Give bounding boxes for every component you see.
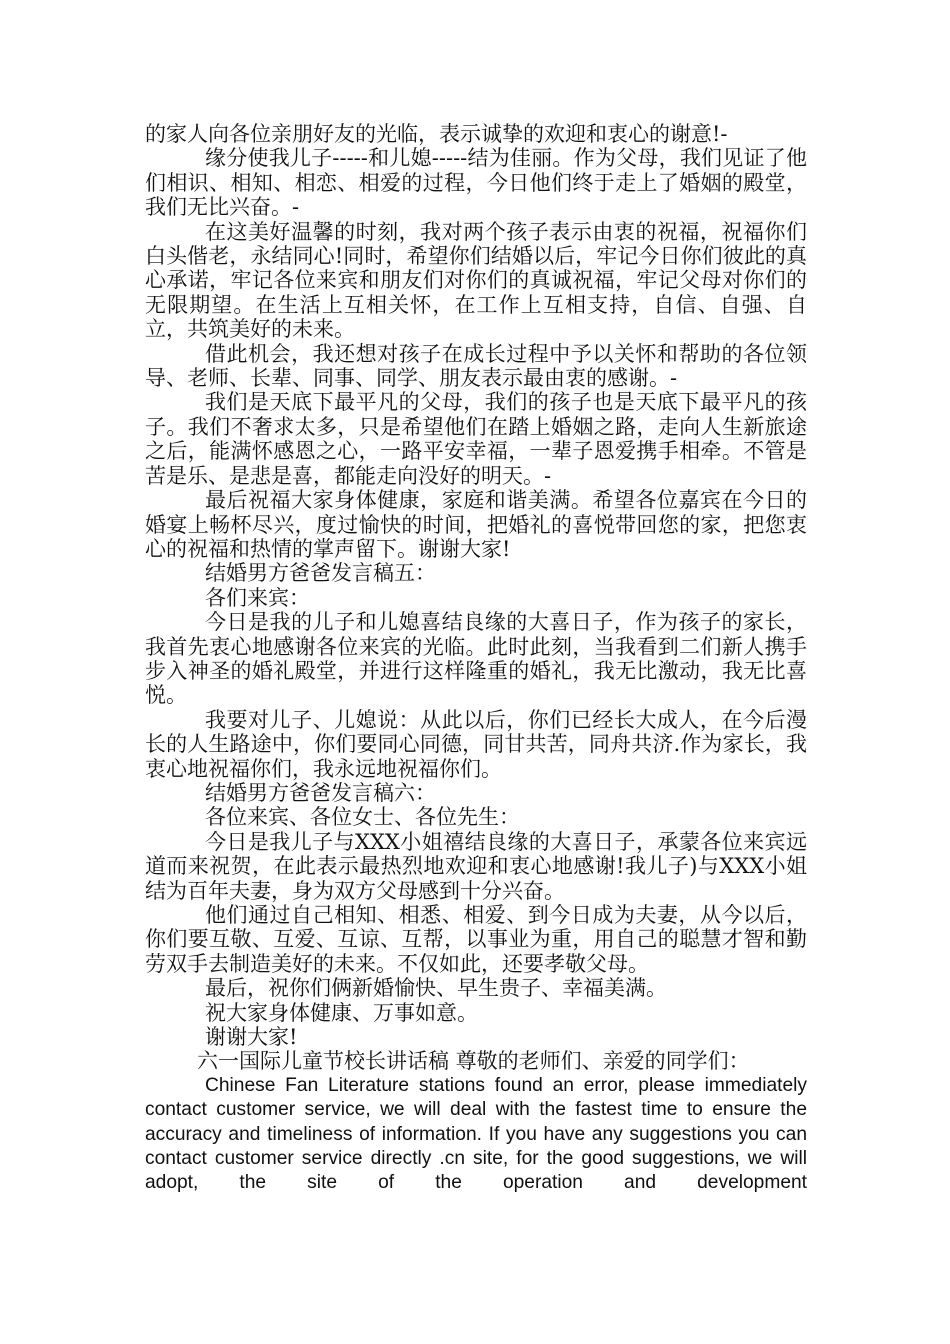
paragraph-10: 他们通过自己相知、相悉、相爱、到今日成为夫妻，从今以后，你们要互敬、互爱、互谅、互帮，以事业为重，用自己的聪慧才智和勤劳双手去制造美好的未来。不仅如此，还要孝敬父母。 xyxy=(145,903,807,976)
paragraph-6: 最后祝福大家身体健康，家庭和谐美满。希望各位嘉宾在今日的婚宴上畅杯尽兴，度过愉快的时间，把婚礼的喜悦带回您的家，把您衷心的祝福和热情的掌声留下。谢谢大家! xyxy=(145,488,807,561)
paragraph-9: 今日是我儿子与XXX小姐禧结良缘的大喜日子，承蒙各位来宾远道而来祝贺，在此表示最热烈地欢迎和衷心地感谢!我儿子)与XXX小姐结为百年夫妻，身为双方父母感到十分兴奋。 xyxy=(145,829,807,903)
salutation-five: 各们来宾： xyxy=(205,585,310,610)
paragraph-8: 我要对儿子、儿媳说：从此以后，你们已经长大成人，在今后漫长的人生路途中，你们要同心同德，同甘共苦，同舟共济.作为家长，我衷心地祝福你们，我永远地祝福你们。 xyxy=(145,707,807,781)
paragraph-3: 在这美好温馨的时刻，我对两个孩子表示由衷的祝福，祝福你们白头偕老，永结同心!同时，希望你们结婚以后，牢记今日你们彼此的真心承诺，牢记各位来宾和朋友们对你们的真诚祝福，牢记父母对你们的无限期望。在生活上互相关怀，在工作上互相支持，自信、自强、自立，共筑美好的未来。 xyxy=(145,219,807,342)
paragraph-12: 祝大家身体健康、万事如意。 xyxy=(205,1000,478,1025)
paragraph-4: 借此机会，我还想对孩子在成长过程中予以关怀和帮助的各位领导、老师、长辈、同事、同学、朋友表示最由衷的感谢。- xyxy=(145,341,807,391)
paragraph-5: 我们是天底下最平凡的父母，我们的孩子也是天底下最平凡的孩子。我们不奢求太多，只是希望他们在踏上婚姻之路，走向人生新旅途之后，能满怀感恩之心，一路平安幸福，一辈子恩爱携手相牵。不管是苦是乐、是悲是喜，都能走向没好的明天。- xyxy=(145,390,807,488)
heading-speech-five: 结婚男方爸爸发言稿五： xyxy=(205,561,436,586)
english-notice: Chinese Fan Literature stations found an error, please immediately contact customer service, we will deal with the fastest time to ensure the accuracy and timeliness of information. If you have any suggestions you can contact customer service directly .cn site, for the good suggestions, we will adopt, the site of the operation and development xyxy=(145,1074,813,1194)
paragraph-11: 最后，祝你们俩新婚愉快、早生贵子、幸福美满。 xyxy=(205,976,667,1001)
heading-childrens-day: 六一国际儿童节校长讲话稿 尊敬的老师们、亲爱的同学们： xyxy=(197,1049,750,1074)
paragraph-1: 的家人向各位亲朋好友的光临，表示诚挚的欢迎和衷心的谢意!- xyxy=(145,122,728,146)
paragraph-2: 缘分使我儿子-----和儿媳-----结为佳丽。作为父母，我们见证了他们相识、相知、相恋、相爱的过程，今日他们终于走上了婚姻的殿堂，我们无比兴奋。- xyxy=(145,146,807,220)
heading-speech-six: 结婚男方爸爸发言稿六： xyxy=(205,780,436,805)
salutation-six: 各位来宾、各位女士、各位先生： xyxy=(205,805,520,830)
document-page xyxy=(145,122,813,1196)
paragraph-7: 今日是我的儿子和儿媳喜结良缘的大喜日子，作为孩子的家长，我首先衷心地感谢各位来宾的光临。此时此刻，当我看到二们新人携手步入神圣的婚礼殿堂，并进行这样隆重的婚礼，我无比激动，我无比喜悦。 xyxy=(145,610,807,708)
paragraph-13: 谢谢大家! xyxy=(205,1025,298,1050)
